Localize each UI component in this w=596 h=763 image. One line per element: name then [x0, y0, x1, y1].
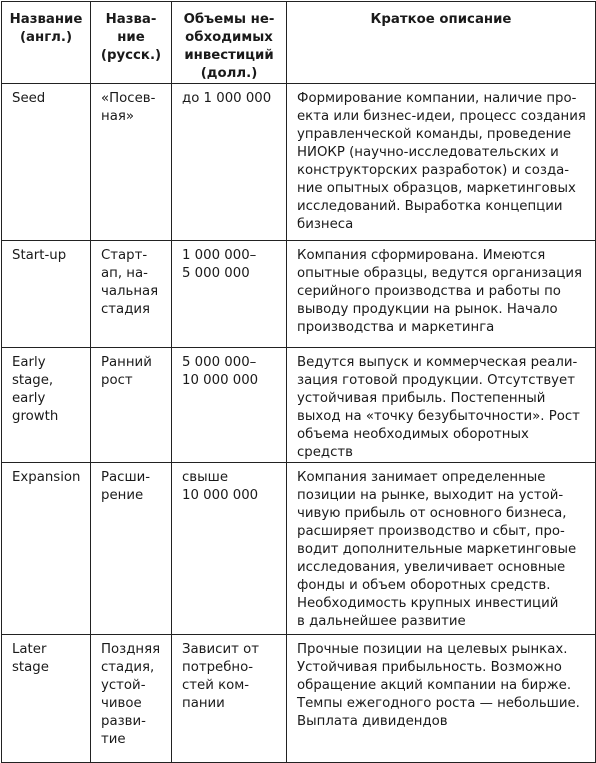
cell-name-en: Seed — [2, 84, 91, 241]
cell-name-en: Expansion — [2, 463, 91, 635]
table-header-row — [2, 2, 596, 84]
cell-name-ru: Поздняя стадия, устой- чивое разви- тие — [91, 635, 172, 763]
cell-description: Ведутся выпуск и коммерческая реали- зация готовой продукции. Отсутствует устойчивая прибыль. Постепенный выход на «точку безубыточности». Рост объема необходимых оборотных средств — [287, 348, 596, 463]
cell-name-en: Later stage — [2, 635, 91, 763]
table-row — [2, 348, 596, 463]
cell-description: Формирование компании, наличие про- екта или бизнес-идеи, процесс создания управленческой команды, проведение НИОКР (научно-исследовательских и конструкторских разработок) и созда- ние опытных образцов, маркетинговых исследований. Выработка концепции бизнеса — [287, 84, 596, 241]
table-row — [2, 463, 596, 635]
investment-stages-table — [1, 1, 596, 763]
cell-investment: свыше 10 000 000 — [172, 463, 287, 635]
cell-description: Прочные позиции на целевых рынках. Устойчивая прибыльность. Возможно обращение акций компании на бирже. Темпы ежегодного роста — небольшие. Выплата дивидендов — [287, 635, 596, 763]
cell-description: Компания сформирована. Имеются опытные образцы, ведутся организация серийного производства и работы по выводу продукции на рынок. Начало производства и маркетинга — [287, 241, 596, 348]
cell-name-en: Early stage, early growth — [2, 348, 91, 463]
header-name-en: Название (англ.) — [2, 2, 91, 84]
cell-investment: до 1 000 000 — [172, 84, 287, 241]
cell-description: Компания занимает определенные позиции на рынке, выходит на устой- чивую прибыль от основного бизнеса, расширяет производство и сбыт, про- водит дополнительные маркетинговые исследования, увеличивает основные фонды и объем оборотных средств. Необходимость крупных инвестиций в дальнейшее развитие — [287, 463, 596, 635]
header-name-ru: Назва- ние (русск.) — [91, 2, 172, 84]
cell-investment: Зависит от потребно- стей ком- пании — [172, 635, 287, 763]
cell-name-ru: Ранний рост — [91, 348, 172, 463]
cell-name-ru: Расши- рение — [91, 463, 172, 635]
header-investment: Объемы не- обходимых инвестиций (долл.) — [172, 2, 287, 84]
cell-name-ru: «Посев- ная» — [91, 84, 172, 241]
header-description: Краткое описание — [287, 2, 596, 84]
table-row — [2, 241, 596, 348]
cell-investment: 5 000 000– 10 000 000 — [172, 348, 287, 463]
cell-name-ru: Старт- ап, на- чальная стадия — [91, 241, 172, 348]
cell-name-en: Start-up — [2, 241, 91, 348]
cell-investment: 1 000 000– 5 000 000 — [172, 241, 287, 348]
table-row — [2, 635, 596, 763]
table-row — [2, 84, 596, 241]
